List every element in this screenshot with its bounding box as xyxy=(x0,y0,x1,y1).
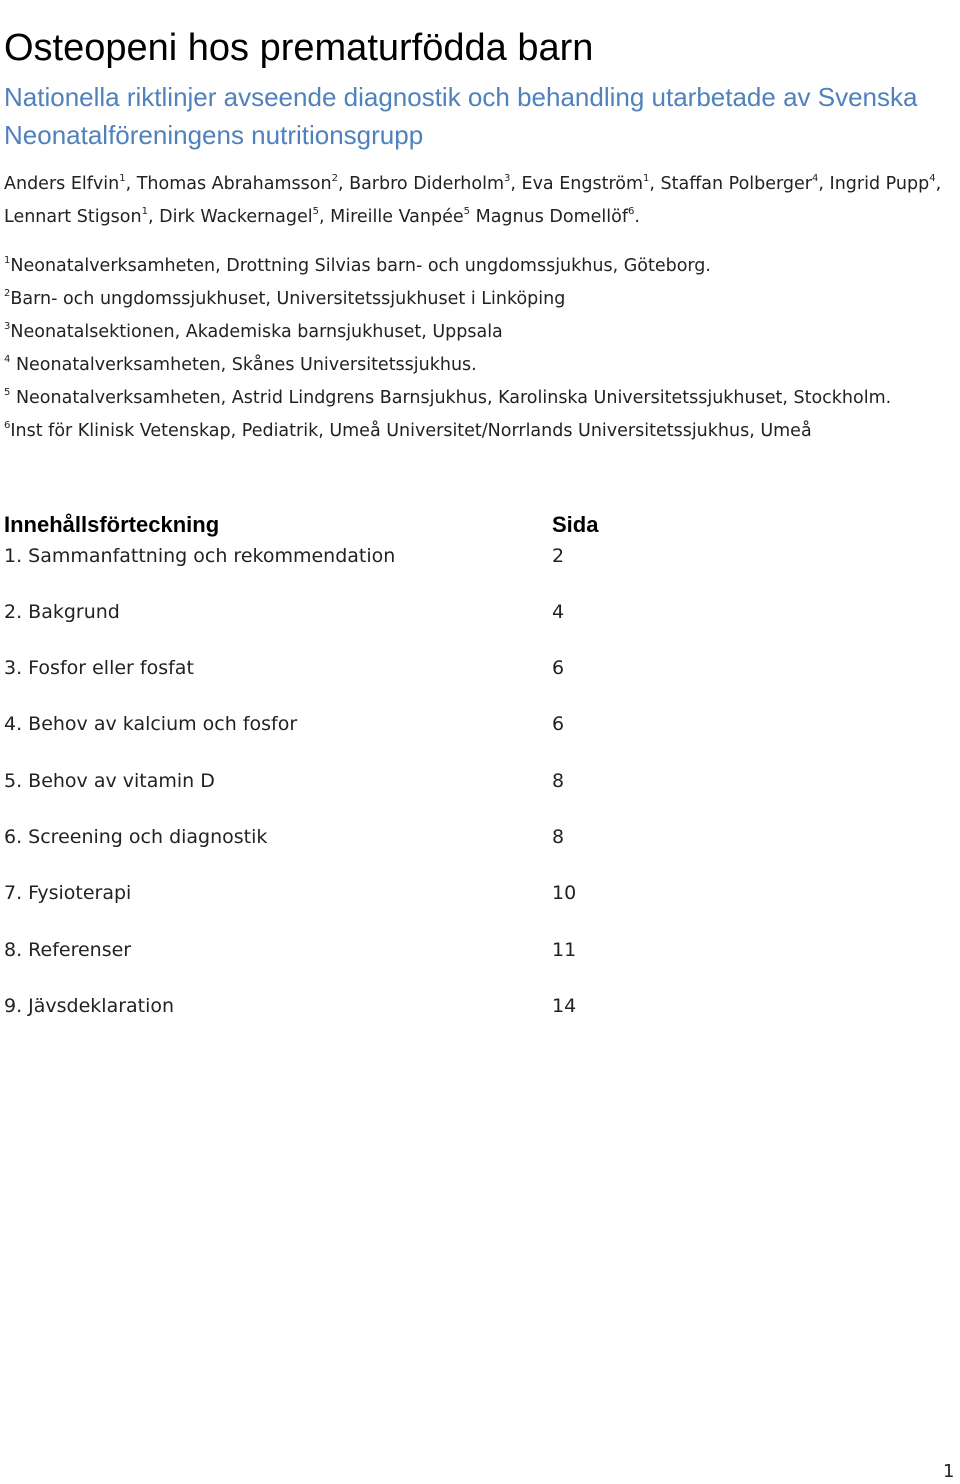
affiliation: $^1$Neonatalverksamheten, Drottning Silvias barn- och ungdomssjukhus, Göteborg. xyxy=(4,255,711,276)
affiliation: $^4$ Neonatalverksamheten, Skånes Universitetssjukhus. xyxy=(4,354,477,375)
toc-entry-page: 11 xyxy=(552,939,577,961)
toc-page-heading: Sida xyxy=(552,512,599,537)
page-number: 1 xyxy=(943,1461,955,1482)
author: Barbro Diderholm$^3$, xyxy=(349,173,522,194)
document-title: Osteopeni hos prematurfödda barn xyxy=(4,27,594,70)
toc-entry-label: 6. Screening och diagnostik xyxy=(4,826,268,848)
affiliation: $^2$Barn- och ungdomssjukhuset, Universitetssjukhuset i Linköping xyxy=(4,288,566,309)
toc-entry[interactable] xyxy=(4,653,624,683)
author-list xyxy=(4,168,954,234)
toc-entry[interactable] xyxy=(4,822,624,852)
toc-entry-page: 10 xyxy=(552,882,577,904)
toc-entry-label: 4. Behov av kalcium och fosfor xyxy=(4,713,298,735)
toc-entry-label: 7. Fysioterapi xyxy=(4,882,132,904)
author: Lennart Stigson$^1$, xyxy=(4,206,160,227)
author: Anders Elfvin$^1$, xyxy=(4,173,137,194)
toc-entry[interactable] xyxy=(4,766,624,796)
author: Eva Engström$^1$, xyxy=(521,173,661,194)
author: Ingrid Pupp$^4$, xyxy=(829,173,942,194)
toc-entry-label: 2. Bakgrund xyxy=(4,601,120,623)
author: Mireille Vanpée$^5$ xyxy=(330,206,471,227)
toc-entry-label: 8. Referenser xyxy=(4,939,132,961)
toc-entry-label: 9. Jävsdeklaration xyxy=(4,995,175,1017)
document-subtitle: Nationella riktlinjer avseende diagnostik och behandling utarbetade av Svenska Neonatalföreningens nutritionsgrupp xyxy=(4,82,918,150)
toc-entry[interactable] xyxy=(4,935,624,965)
toc-entry-page: 14 xyxy=(552,995,577,1017)
author: Magnus Domellöf$^6$. xyxy=(475,206,640,227)
author: Thomas Abrahamsson$^2$, xyxy=(136,173,350,194)
toc-entry[interactable] xyxy=(4,878,624,908)
toc-heading: Innehållsförteckning xyxy=(4,512,220,537)
affiliation: $^5$ Neonatalverksamheten, Astrid Lindgrens Barnsjukhus, Karolinska Universitetssjukhuset, Stockholm. xyxy=(4,387,892,408)
toc-entry-page: 6 xyxy=(552,657,565,679)
toc-entry[interactable] xyxy=(4,541,624,571)
toc-entry-page: 8 xyxy=(552,770,565,792)
toc-entry[interactable] xyxy=(4,991,624,1021)
toc-entry-page: 4 xyxy=(552,601,565,623)
author: Dirk Wackernagel$^5$, xyxy=(159,206,331,227)
toc-entry-label: 3. Fosfor eller fosfat xyxy=(4,657,194,679)
affiliation: $^3$Neonatalsektionen, Akademiska barnsjukhuset, Uppsala xyxy=(4,321,503,342)
author: Staffan Polberger$^4$, xyxy=(660,173,830,194)
toc-entry[interactable] xyxy=(4,597,624,627)
toc-entry-page: 6 xyxy=(552,713,565,735)
toc-entry-page: 8 xyxy=(552,826,565,848)
affiliation: $^6$Inst för Klinisk Vetenskap, Pediatrik, Umeå Universitet/Norrlands Universitetssjukhus, Umeå xyxy=(4,420,812,441)
toc-entry-label: 1. Sammanfattning och rekommendation xyxy=(4,545,396,567)
toc-entry-page: 2 xyxy=(552,545,565,567)
toc-entry[interactable] xyxy=(4,709,624,739)
toc-entry-label: 5. Behov av vitamin D xyxy=(4,770,215,792)
